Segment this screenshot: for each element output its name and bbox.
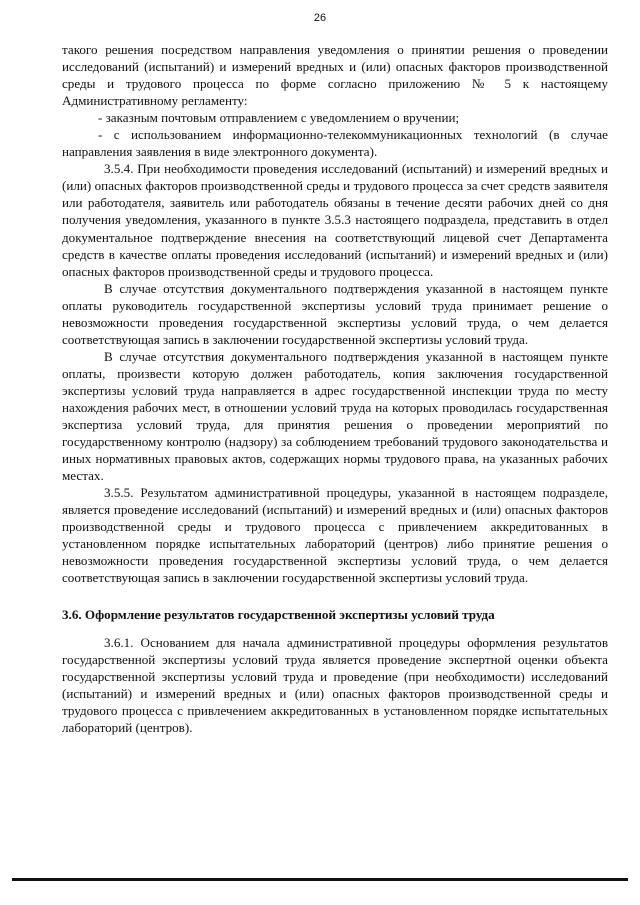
list-item-postal: - заказным почтовым отправлением с уведомлением о вручении; <box>98 110 460 126</box>
paragraph-3-6-1: 3.6.1. Основанием для начала административной процедуры оформления результатов государственной экспертизы условий труда является проведение экспертной оценки объекта государственной экспертизы условий труда и проведение (при необходимости) исследований (испытаний) и измерений вредных и (или) опасных факторов производственной среды и трудового процесса с привлечением аккредитованных в установленном порядке испытательных лабораторий (центров). <box>62 634 608 735</box>
paragraph-3-5-5: 3.5.5. Результатом административной процедуры, указанной в настоящем подразделе, является проведение исследований (испытаний) и измерений вредных и (или) опасных факторов производственной среды и трудового процесса с привлечением аккредитованных в установленном порядке испытательных лабораторий (центров) либо принятие решения о невозможности проведения государственной экспертизы условий труда, о чем делается соответствующая запись в заключении государственной экспертизы условий труда. <box>62 485 608 586</box>
footer-rule <box>12 878 628 881</box>
list-item-electronic: - с использованием информационно-телекоммуникационных технологий (в случае направления заявления в виде электронного документа). <box>62 127 608 160</box>
paragraph-continuation: такого решения посредством направления уведомления о принятии решения о проведении исследований (испытаний) и измерений вредных и (или) опасных факторов производственной среды и трудового процесса по форме согласно приложению № 5 к настоящему Административному регламенту: <box>62 42 608 109</box>
document-body <box>62 41 608 736</box>
paragraph-no-payment-employer: В случае отсутствия документального подтверждения указанной в настоящем пункте оплаты, произвести которую должен работодатель, копия заключения государственной экспертизы условий труда направляется в адрес государственной инспекции труда по месту нахождения рабочих мест, в отношении условий труда на которых проводилась государственная экспертиза условий труда, для принятия решения о проведении мероприятий по государственному контролю (надзору) за соблюдением требований трудового законодательства и иных нормативных правовых актов, содержащих нормы трудового права, на указанных рабочих местах. <box>62 348 608 484</box>
section-heading-3-6: 3.6. Оформление результатов государственной экспертизы условий труда <box>62 606 495 622</box>
paragraph-3-5-4: 3.5.4. При необходимости проведения исследований (испытаний) и измерений вредных и (или) опасных факторов производственной среды и трудового процесса за счет средств заявителя или работодателя, заявитель или работодатель обязаны в течение десяти рабочих дней со дня получения уведомления, указанного в пункте 3.5.3 настоящего подраздела, представить в отдел документальное подтверждение внесения на соответствующий лицевой счет Департамента средств в качестве оплаты проведения исследований (испытаний) и измерений вредных и (или) опасных факторов производственной среды и трудового процесса. <box>62 161 608 279</box>
paragraph-no-payment-head: В случае отсутствия документального подтверждения указанной в настоящем пункте оплаты руководитель государственной экспертизы условий труда принимает решение о невозможности проведения государственной экспертизы условий труда, о чем делается соответствующая запись в заключении государственной экспертизы условий труда. <box>62 280 608 347</box>
page-number: 26 <box>313 12 327 24</box>
